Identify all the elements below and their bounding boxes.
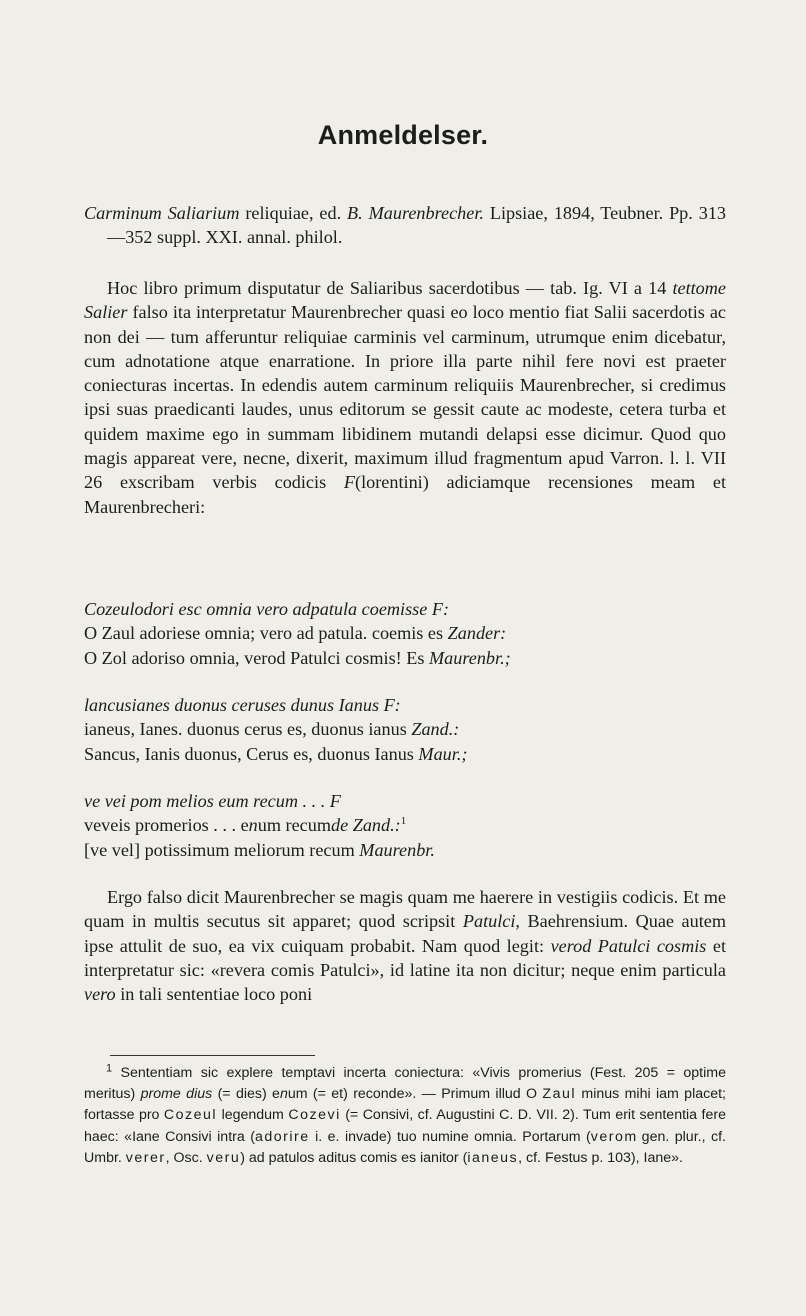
footnote-text: m gen. plur., cf. Umbr. bbox=[84, 1128, 726, 1166]
footnote-ref[interactable]: 1 bbox=[400, 815, 407, 828]
quote-line: Sancus, Ianis duonus, Cerus es, duonus Ianus bbox=[84, 743, 419, 764]
quote-block-3 bbox=[84, 789, 726, 862]
quote-line: Cozeulodori esc omnia vero adpatula coemisse F: bbox=[84, 599, 450, 619]
quote-source: Zand.: bbox=[411, 719, 460, 740]
body-text: falso ita interpretatur Maurenbrecher quasi eo loco mentio fiat Salii sacerdotis ac non dei — tum afferuntur reliquiae carminis vel carminum, utrumque enim dicebatur, cum adnotatione atque enarratione. In priore illa parte nihil fere novi est praeter coniecturas incertas. In edendis autem carminum reliquiis Maurenbrecher, si credimus ipsi suas praedicanti laudes, unus editorum se gessit caute ac modeste, cetera turba et quidem maxime ego in summam libidinem mutandi delapsi esse dicimur. Quod quo magis appareat vere, necne, dixerit, maximum illud fragmentum apud Varron. l. l. VII 26 exscribam verbis codicis bbox=[84, 302, 726, 493]
footnote-text: (= dies) e bbox=[212, 1086, 280, 1103]
footnote-text: Sententiam sic explere temptavi incerta coniectura: «Vivis promerius (Fest. 205 = optime meritus) bbox=[84, 1065, 726, 1103]
italic-term: prome dius bbox=[140, 1086, 213, 1103]
citation-text: Lipsiae, 1894, Teubner. Pp. 313—352 suppl. XXI. annal. philol. bbox=[107, 203, 727, 248]
quote-source: Zand.: bbox=[348, 815, 401, 836]
footnote-text: ) ad patulos aditus comis es ianitor ( bbox=[240, 1149, 468, 1166]
body-text: (lorentini) adiciamque recensiones meam et Maurenbrecheri: bbox=[84, 472, 726, 517]
italic-letter: n bbox=[279, 1086, 288, 1103]
italic-letter: de bbox=[330, 815, 349, 836]
italic-term: Patulci, bbox=[462, 911, 520, 932]
spaced-term: vero bbox=[590, 1128, 625, 1145]
italic-term: vero bbox=[84, 984, 116, 1005]
quote-source: Maur.; bbox=[418, 743, 468, 764]
italic-term: tettome Salier bbox=[84, 278, 726, 323]
quote-line: veveis promerios . . . e bbox=[84, 815, 249, 836]
footnote-text: i. e. invade) tuo numine omnia. Portarum ( bbox=[309, 1128, 591, 1145]
body-text: Ergo falso dicit Maurenbrecher se magis quam me haerere in vestigiis codicis. Et me quam in multis secutus sit apparet; quod scripsit bbox=[84, 887, 726, 932]
spaced-term: Zaul bbox=[542, 1086, 577, 1103]
footnote-mark: 1 bbox=[106, 1062, 113, 1075]
quote-line: O Zaul adoriese omnia; vero ad patula. coemis es bbox=[84, 623, 448, 644]
spaced-term: verer bbox=[125, 1149, 166, 1166]
quote-line: O Zol adoriso omnia, verod Patulci cosmis! Es bbox=[84, 647, 430, 668]
spaced-term: adorire bbox=[254, 1128, 310, 1145]
paragraph-1 bbox=[84, 276, 726, 519]
paragraph-2 bbox=[84, 885, 726, 1006]
quote-source: Maurenbr. bbox=[359, 839, 435, 860]
italic-term: F bbox=[343, 472, 356, 493]
footnote-text: minus mihi iam placet; fortasse pro bbox=[84, 1086, 726, 1124]
body-text: Baehrensium. Quae autem ipse attulit de suo, ea vix cuiquam probabit. Nam quod legit: bbox=[84, 911, 726, 956]
editor-name: B. Maurenbrecher. bbox=[347, 203, 484, 223]
quote-line: ve vei pom melios eum recum . . . F bbox=[84, 791, 341, 811]
footnote-text: , cf. Festus p. 103), Iane». bbox=[518, 1149, 683, 1166]
footnote-text: legendum bbox=[217, 1107, 289, 1124]
footnote-text: , Osc. bbox=[165, 1149, 207, 1166]
body-text: in tali sententiae loco poni bbox=[115, 984, 313, 1005]
footnote-text: um (= et) reconde». — Primum illud O bbox=[287, 1086, 543, 1103]
quote-line: [ve vel] potissimum meliorum recum bbox=[84, 839, 360, 860]
quote-block-1 bbox=[84, 597, 726, 670]
spaced-term: Cozevi bbox=[288, 1107, 341, 1124]
citation bbox=[84, 201, 726, 250]
quote-source: Maurenbr.; bbox=[429, 647, 511, 668]
quote-source: Zander: bbox=[447, 623, 507, 644]
citation-text: reliquiae, ed. bbox=[239, 203, 348, 223]
quote-line: um recum bbox=[257, 815, 331, 836]
spaced-term: ianeus bbox=[467, 1149, 519, 1166]
quote-line: lancusianes duonus ceruses dunus Ianus F: bbox=[84, 695, 401, 715]
spaced-term: Cozeul bbox=[163, 1107, 218, 1124]
book-title: Carminum Saliarium bbox=[84, 203, 240, 223]
italic-term: verod Patulci cosmis bbox=[550, 935, 707, 956]
spaced-term: veru bbox=[206, 1149, 241, 1166]
footnote-divider bbox=[110, 1055, 315, 1056]
page-title: Anmeldelser. bbox=[317, 120, 489, 150]
italic-letter: n bbox=[248, 815, 258, 836]
body-text: et interpretatur sic: «revera comis Patulci», id latine ita non dicitur; neque enim particula bbox=[84, 935, 726, 980]
quote-block-2 bbox=[84, 693, 726, 766]
footnote-text: (= Consivi, cf. Augustini C. D. VII. 2). Tum erit sententia fere haec: «Iane Consivi intra ( bbox=[84, 1107, 726, 1145]
body-text: Hoc libro primum disputatur de Saliaribus sacerdotibus — tab. Ig. VI a 14 bbox=[107, 278, 673, 298]
footnote bbox=[84, 1063, 726, 1169]
quote-line: ianeus, Ianes. duonus cerus es, duonus ianus bbox=[84, 719, 412, 740]
